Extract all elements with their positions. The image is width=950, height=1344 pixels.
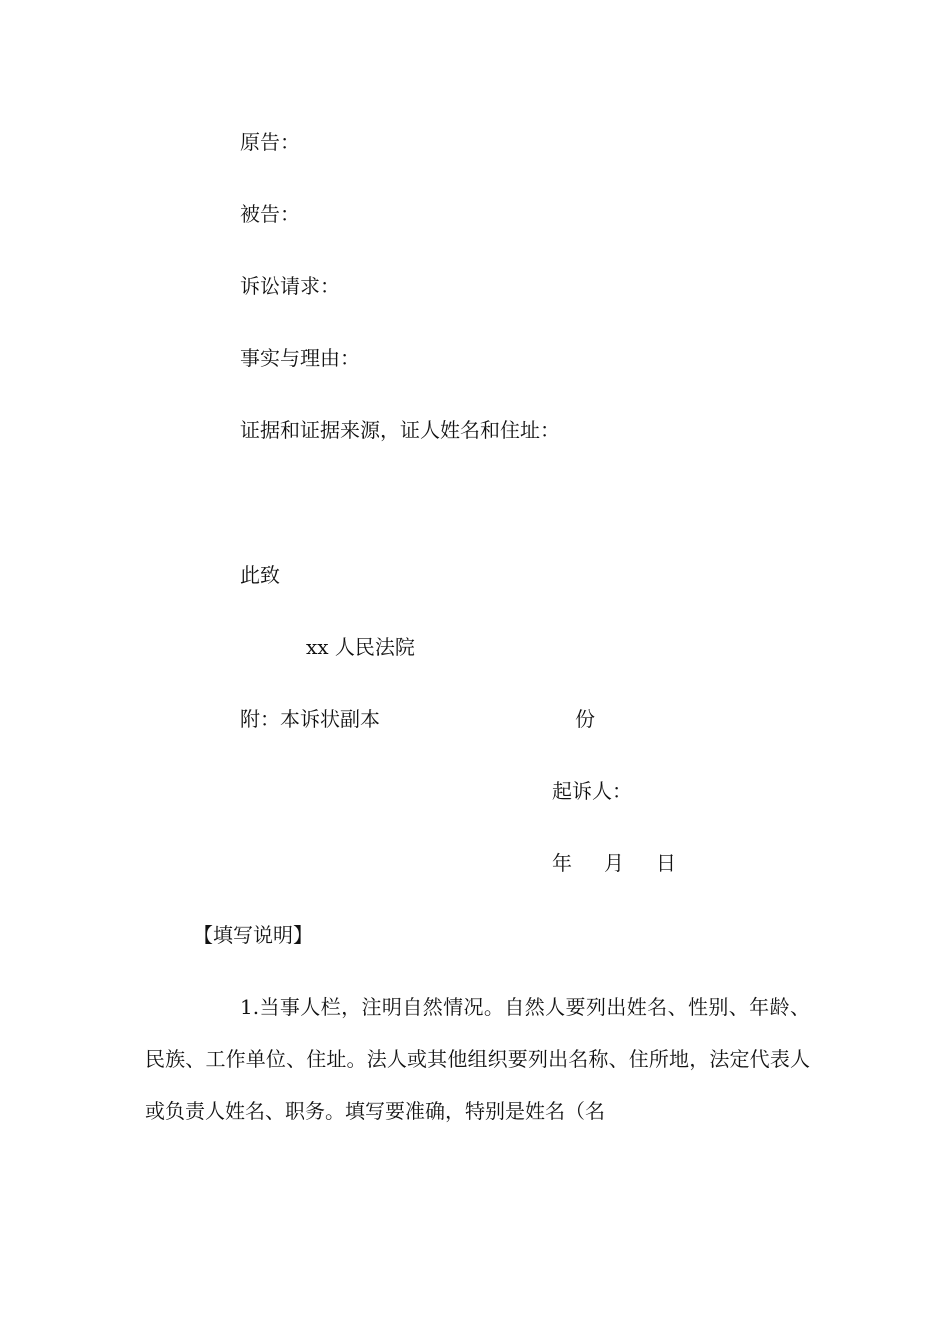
plaintiff-label: 原告：	[240, 130, 300, 154]
evidence-label: 证据和证据来源，证人姓名和住址：	[240, 418, 560, 442]
claims-label: 诉讼请求：	[240, 274, 340, 298]
date-month: 月	[604, 851, 624, 875]
attachment-label: 附：本诉状副本	[240, 707, 380, 731]
date-day: 日	[656, 851, 676, 875]
court-name: xx 人民法院	[306, 635, 415, 659]
facts-label: 事实与理由：	[240, 346, 360, 370]
plaintiff-signature-label: 起诉人：	[552, 779, 632, 803]
date-line	[552, 849, 708, 877]
instructions-heading: 【填写说明】	[193, 923, 313, 947]
salutation: 此致	[240, 563, 280, 587]
defendant-label: 被告：	[240, 202, 300, 226]
instructions-item-1	[145, 981, 810, 1137]
date-year: 年	[552, 851, 572, 875]
copies-unit: 份	[575, 707, 595, 731]
instructions-item-1-text: 1.当事人栏，注明自然情况。自然人要列出姓名、性别、年龄、民族、工作单位、住址。法人或其他组织要列出名称、住所地，法定代表人或负责人姓名、职务。填写要准确，特别是姓名（名	[145, 995, 810, 1123]
